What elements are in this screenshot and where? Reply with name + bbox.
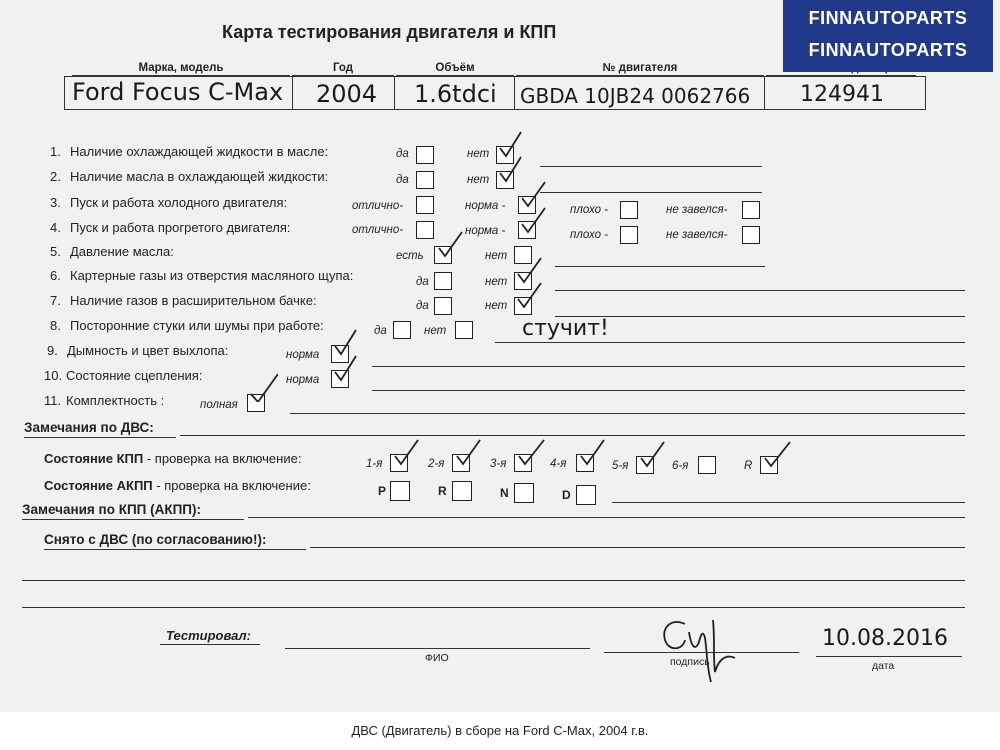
manual-gearbox-label bbox=[44, 451, 301, 466]
option-label: норма bbox=[286, 374, 320, 386]
item-number: 6. bbox=[50, 268, 61, 283]
checkbox-gear-5[interactable] bbox=[636, 456, 654, 474]
extra-line bbox=[22, 580, 965, 581]
option-label: да bbox=[396, 148, 409, 160]
checkbox-gear-r[interactable] bbox=[760, 456, 778, 474]
item-number: 4. bbox=[50, 220, 61, 235]
item-number: 9. bbox=[47, 343, 58, 358]
header-engine-no: № двигателя bbox=[516, 62, 764, 76]
item-label: Наличие газов в расширительном бачке: bbox=[70, 293, 317, 308]
item-label: Состояние сцепления: bbox=[66, 368, 203, 383]
checkbox-oil-pressure-yes[interactable] bbox=[434, 246, 452, 264]
comment-line bbox=[540, 192, 762, 193]
divider bbox=[764, 76, 765, 110]
gear-label: P bbox=[378, 484, 387, 498]
label-underline bbox=[160, 644, 260, 645]
checkbox-cold-start-excellent[interactable] bbox=[416, 196, 434, 214]
checkbox-clutch-normal[interactable] bbox=[331, 370, 349, 388]
value-volume: 1.6tdci bbox=[414, 80, 497, 108]
item-label: Дымность и цвет выхлопа: bbox=[67, 343, 229, 358]
date-value: 10.08.2016 bbox=[822, 626, 948, 651]
checkbox-tank-gas-yes[interactable] bbox=[434, 297, 452, 315]
gear-label: 5-я bbox=[612, 460, 629, 472]
gearbox-remarks-label: Замечания по КПП (АКПП): bbox=[22, 502, 201, 517]
manual-gearbox-label-bold: Состояние КПП bbox=[44, 451, 144, 466]
value-make: Ford Focus C-Max bbox=[72, 78, 284, 106]
comment-line bbox=[290, 413, 965, 414]
item-number: 11. bbox=[44, 393, 62, 408]
card-title: Карта тестирования двигателя и КПП bbox=[222, 22, 557, 42]
watermark-logo bbox=[783, 0, 993, 72]
option-label: нет bbox=[467, 148, 490, 160]
gear-label: 6-я bbox=[672, 460, 689, 472]
item-label: Посторонние стуки или шумы при работе: bbox=[70, 318, 324, 333]
option-label: отлично- bbox=[352, 224, 404, 236]
image-caption: ДВС (Двигатель) в сборе на Ford C-Max, 2004 г.в. bbox=[0, 712, 1000, 750]
item-number: 2. bbox=[50, 169, 61, 184]
comment-line bbox=[540, 166, 762, 167]
checkbox-gear-6[interactable] bbox=[698, 456, 716, 474]
option-label: есть bbox=[396, 250, 424, 262]
gear-label: R bbox=[744, 460, 753, 472]
value-odometer: 124941 bbox=[800, 82, 884, 107]
checkbox-completeness-full[interactable] bbox=[247, 394, 265, 412]
item-label: Пуск и работа прогретого двигателя: bbox=[70, 220, 291, 235]
label-underline bbox=[24, 437, 176, 438]
gear-label: 4-я bbox=[550, 458, 567, 470]
fio-label: ФИО bbox=[425, 652, 449, 664]
label-underline bbox=[22, 519, 244, 520]
checkbox-gear-2[interactable] bbox=[452, 454, 470, 472]
removed-label: Снято с ДВС (по согласованию!): bbox=[44, 532, 267, 547]
logo-line-2: FINNAUTOPARTS bbox=[808, 40, 968, 60]
item-number: 8. bbox=[50, 318, 61, 333]
value-engine-no: GBDA 10JB24 0062766 bbox=[520, 84, 751, 108]
item-label: Картерные газы из отверстия масляного щупа: bbox=[70, 268, 354, 283]
item-number: 5. bbox=[50, 244, 61, 259]
auto-gearbox-label bbox=[44, 478, 311, 493]
item-label: Давление масла: bbox=[70, 244, 174, 259]
option-label: норма bbox=[286, 349, 320, 361]
checkbox-oil-pressure-no[interactable] bbox=[514, 246, 532, 264]
fio-line bbox=[285, 648, 590, 649]
comment-line bbox=[612, 502, 965, 503]
checkbox-auto-p[interactable] bbox=[390, 481, 410, 501]
removed-line bbox=[310, 547, 965, 548]
comment-line bbox=[555, 316, 965, 317]
divider bbox=[292, 76, 293, 110]
checkbox-oil-in-coolant-no[interactable] bbox=[496, 171, 514, 189]
checkbox-noise-no[interactable] bbox=[455, 321, 473, 339]
option-label: да bbox=[374, 325, 387, 337]
item-label: Наличие охлаждающей жидкости в масле: bbox=[70, 144, 329, 159]
auto-gearbox-label-bold: Состояние АКПП bbox=[44, 478, 153, 493]
checkbox-warm-start-no-start[interactable] bbox=[742, 226, 760, 244]
header-make: Марка, модель bbox=[72, 62, 290, 76]
checkbox-cold-start-normal[interactable] bbox=[518, 196, 536, 214]
divider bbox=[514, 76, 515, 110]
comment-line bbox=[372, 390, 965, 391]
engine-remarks-label: Замечания по ДВС: bbox=[24, 420, 154, 435]
comment-line bbox=[555, 266, 765, 267]
option-label: да bbox=[416, 276, 429, 288]
signature-label: подпись bbox=[670, 656, 710, 668]
option-label: нет bbox=[485, 250, 508, 262]
option-label: нет bbox=[467, 174, 490, 186]
option-label: нет bbox=[485, 300, 508, 312]
item-number: 1. bbox=[50, 144, 61, 159]
option-label: плохо - bbox=[570, 204, 608, 216]
comment-line bbox=[495, 342, 965, 343]
item-label: Наличие масла в охлаждающей жидкости: bbox=[70, 169, 329, 184]
checkbox-crankcase-gas-yes[interactable] bbox=[434, 272, 452, 290]
item-number: 7. bbox=[50, 293, 61, 308]
auto-gearbox-label-rest: - проверка на включение: bbox=[152, 478, 311, 493]
option-label: не завелся- bbox=[666, 229, 728, 241]
gearbox-remarks-line bbox=[248, 517, 965, 518]
item-label: Комплектность : bbox=[66, 393, 165, 408]
date-label: дата bbox=[872, 660, 895, 672]
option-label: да bbox=[396, 174, 409, 186]
option-label: нет bbox=[485, 276, 508, 288]
header-volume: Объём bbox=[396, 62, 514, 76]
gear-label: R bbox=[438, 484, 447, 498]
tested-label: Тестировал: bbox=[166, 628, 251, 643]
engine-remarks-line bbox=[180, 435, 965, 436]
checkbox-cold-start-no-start[interactable] bbox=[742, 201, 760, 219]
option-label: не завелся- bbox=[666, 204, 728, 216]
checkbox-tank-gas-no[interactable] bbox=[514, 297, 532, 315]
gear-label: 2-я bbox=[428, 458, 445, 470]
date-line bbox=[816, 656, 962, 657]
signature-mark bbox=[655, 612, 755, 692]
noise-note: стучит! bbox=[522, 316, 609, 341]
checkbox-warm-start-excellent[interactable] bbox=[416, 221, 434, 239]
option-label: нет bbox=[424, 325, 447, 337]
option-label: норма - bbox=[465, 225, 506, 237]
checkbox-gear-4[interactable] bbox=[576, 454, 594, 472]
checkbox-coolant-in-oil-no[interactable] bbox=[496, 146, 514, 164]
extra-line bbox=[22, 607, 965, 608]
option-label: да bbox=[416, 300, 429, 312]
checkbox-warm-start-normal[interactable] bbox=[518, 221, 536, 239]
checkbox-gear-1[interactable] bbox=[390, 454, 408, 472]
manual-gearbox-label-rest: - проверка на включение: bbox=[143, 451, 302, 466]
checkbox-coolant-in-oil-yes[interactable] bbox=[416, 146, 434, 164]
gear-label: 3-я bbox=[490, 458, 507, 470]
checkbox-auto-d[interactable] bbox=[576, 485, 596, 505]
checkbox-auto-n[interactable] bbox=[514, 483, 534, 503]
checkbox-noise-yes[interactable] bbox=[393, 321, 411, 339]
gear-label: 1-я bbox=[366, 458, 383, 470]
gear-label: D bbox=[562, 488, 571, 502]
gear-label: N bbox=[500, 486, 509, 500]
checkbox-crankcase-gas-no[interactable] bbox=[514, 272, 532, 290]
option-label: полная bbox=[200, 399, 238, 411]
checkbox-oil-in-coolant-yes[interactable] bbox=[416, 171, 434, 189]
option-label: норма - bbox=[465, 200, 506, 212]
option-label: плохо - bbox=[570, 229, 608, 241]
header-year: Год bbox=[292, 62, 394, 76]
item-label: Пуск и работа холодного двигателя: bbox=[70, 195, 288, 210]
logo-line-1: FINNAUTOPARTS bbox=[808, 8, 968, 28]
comment-line bbox=[372, 366, 965, 367]
option-label: отлично- bbox=[352, 200, 404, 212]
comment-line bbox=[555, 290, 965, 291]
checkbox-warm-start-bad[interactable] bbox=[620, 226, 638, 244]
checkbox-exhaust-normal[interactable] bbox=[331, 345, 349, 363]
label-underline bbox=[44, 549, 306, 550]
checkbox-gear-3[interactable] bbox=[514, 454, 532, 472]
checkbox-cold-start-bad[interactable] bbox=[620, 201, 638, 219]
divider bbox=[394, 76, 395, 110]
value-year: 2004 bbox=[316, 80, 378, 108]
item-number: 10. bbox=[44, 368, 63, 383]
item-number: 3. bbox=[50, 195, 61, 210]
checkbox-auto-r[interactable] bbox=[452, 481, 472, 501]
